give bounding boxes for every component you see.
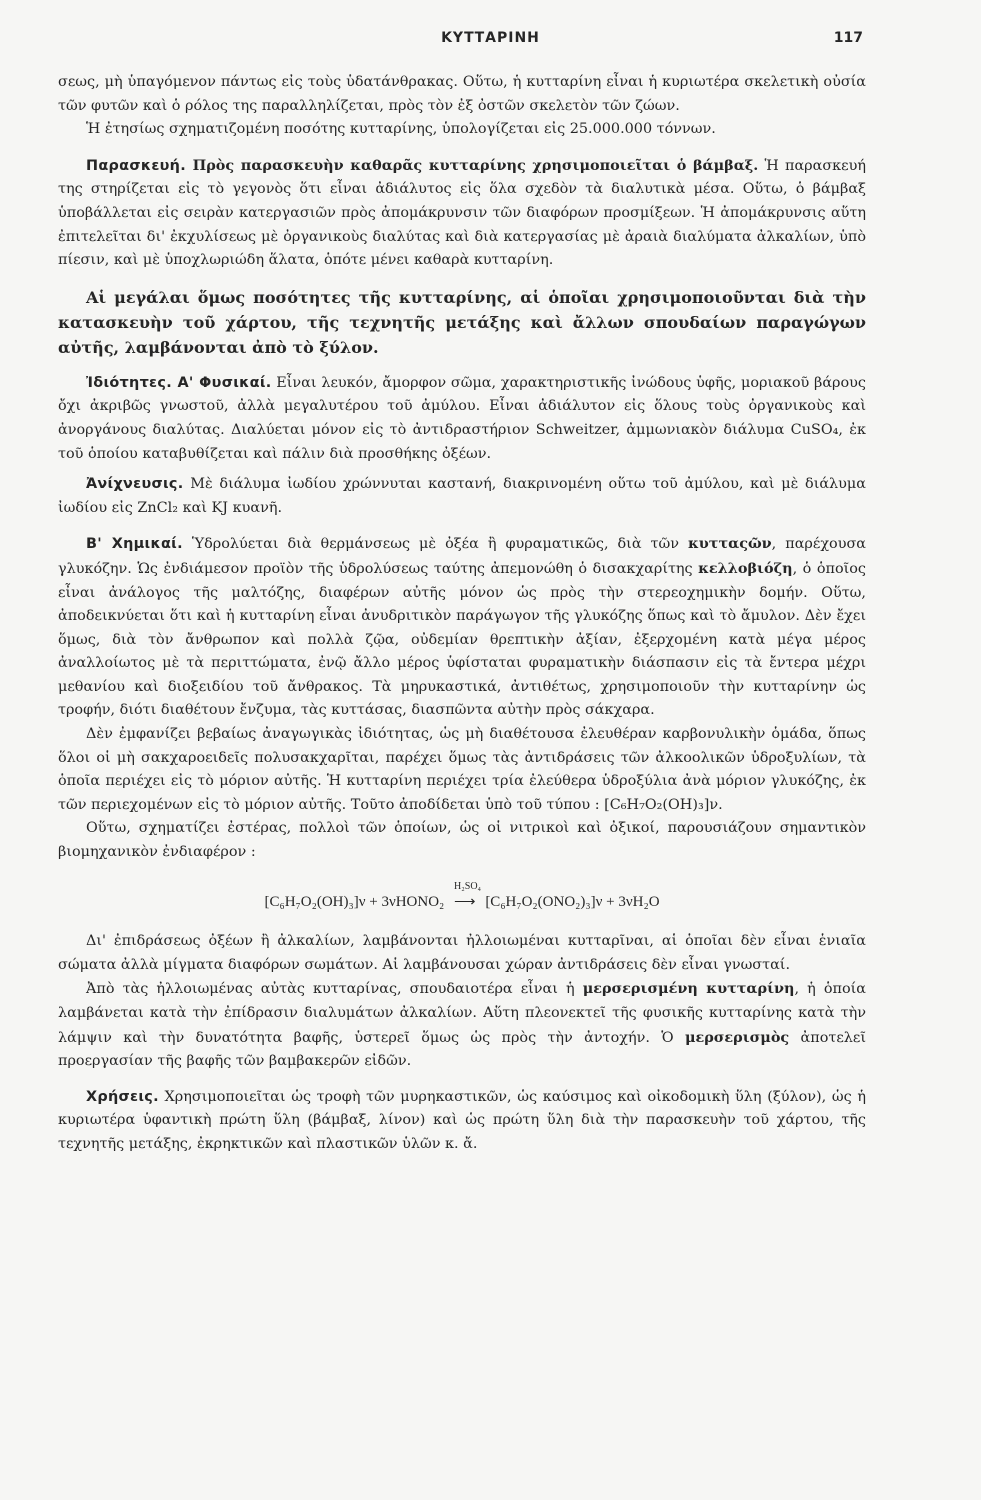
running-title: ΚΥΤΤΑΡΙΝΗ xyxy=(441,30,540,46)
term-cellulases: κυτταςῶν xyxy=(687,535,772,553)
heading-chemical-properties: Β' Χημικαί. xyxy=(86,536,183,553)
page-number: 117 xyxy=(833,30,863,46)
uses-text: Χρησιμοποιεῖται ὡς τροφὴ τῶν μυρηκαστικῶν, ὡς καύσιμος καὶ οἰκοδομικὴ ὕλη (ξύλον), ὡς ἡ κυριωτέρα ὑφαντικὴ πρώτη ὕλη (βάμβαξ, λίνον) καὶ ὡς πρώτη ὕλη διὰ τὴν παρασκευὴν τοῦ χάρτου, τῆς τεχνητῆς μετάξης, ἐκρηκτικῶν καὶ πλαστικῶν ὑλῶν κ. ἄ. xyxy=(58,1088,866,1152)
heading-preparation: Παρασκευή. xyxy=(86,157,186,174)
physical-properties-text: Εἶναι λευκόν, ἄμορφον σῶμα, χαρακτηριστικῆς ἰνώδους ὑφῆς, μοριακοῦ βάρους ὄχι ἀκριβῶς γνωστοῦ, ἀλλὰ μεγαλυτέρου τοῦ ἀμύλου. Εἶναι ἀδιάλυτον εἰς ὅλους τοὺς ὀργανικοὺς καὶ ἀνοργάνους διαλύτας. Διαλύεται μόνον εἰς τὸ ἀντιδραστήριον Schweitzer, ἀμμωνιακὸν διάλυμα CuSO₄, ἐκ τοῦ ὁποίου καταβυθίζεται καὶ πάλιν διὰ προσθήκης ὀξέων. xyxy=(58,374,866,462)
mercerized-text-c: , ἡ ὁποία λαμβάνεται κατὰ τὴν ἐπίδρασιν διαλυμάτων ἀλκαλίων. Αὕτη πλεονεκτεῖ τῆς φυσικῆς κυτταρίνης κατὰ τὴν λάμψιν καὶ τὴν δυνατότητα βαφῆς, ὑστερεῖ ὅμως ὡς πρὸς τὴν ἀντοχήν. Ὁ xyxy=(58,981,866,1046)
nitration-equation xyxy=(58,880,866,915)
term-mercerized-cellulose: μερσερισμένη κυτταρίνη xyxy=(582,980,795,998)
heading-uses: Χρήσεις. xyxy=(86,1088,159,1105)
reaction-arrow xyxy=(454,880,482,915)
chemical-text-a: Ὑδρολύεται διὰ θερμάνσεως μὲ ὀξέα ἢ φυραματικῶς, διὰ τῶν xyxy=(182,536,688,553)
preparation-text: Ἡ παρασκευή της στηρίζεται εἰς τὸ γεγονὸς ὅτι εἶναι ἀδιάλυτος εἰς ὅλα σχεδὸν τὰ διαλυτικὰ μέσα. Οὕτω, ὁ βάμβαξ ὑποβάλλεται εἰς σειρὰν κατεργασιῶν πρὸς ἀπομάκρυνσιν τῶν διαφόρων προσμίξεων. Ἡ ἀπομάκρυνσις αὕτη ἐπιτελεῖται δι' ἐκχυλίσεως μὲ ὀργανικοὺς διαλύτας καὶ διὰ κατεργασίας μὲ ἀραιὰ διαλύματα ἀλκαλίων, ὑπὸ πίεσιν, καὶ μὲ ὑποχλωριώδη ἅλατα, ὁπότε μένει καθαρὰ κυτταρίνη. xyxy=(58,157,866,269)
equation-products: [C₆H₇O₂(ONO₂)₃]ν + 3νH₂O xyxy=(485,893,660,910)
paragraph-annual-production: Ἡ ἐτησίως σχηματιζομένη ποσότης κυτταρίνης, ὑπολογίζεται εἰς 25.000.000 τόννων. xyxy=(86,121,716,138)
preparation-bold-text: Πρὸς παρασκευὴν καθαρᾶς κυτταρίνης χρησιμοποιεῖται ὁ βάμβαξ. xyxy=(186,156,759,174)
arrow-glyph: ⟶ xyxy=(454,893,476,910)
paragraph-uses xyxy=(58,1086,866,1157)
chemical-text-e: , ὁ ὁποῖος εἶναι ἀνάλογος τῆς μαλτόζης, διαφέρων αὐτῆς μόνον ὡς πρὸς τὴν στερεοχημικὴν δομήν. Οὕτω, ἀποδεικνύεται ὅτι καὶ ἡ κυτταρίνη εἶναι ἀνυδριτικὸν παράγωγον τῆς γλυκόζης ὅπως καὶ τὸ ἄμυλον. Δὲν ἔχει ὅμως, διὰ τὸν ἄνθρωπον καὶ πολλὰ ζῷα, οὐδεμίαν θρεπτικὴν ἀξίαν, ἐξερχομένη κατὰ μέγα μέρος ἀναλλοίωτος μὲ τὰ περιττώματα, ἐνῷ ἄλλο μέρος ὑφίσταται φυραματικὴν διάσπασιν εἰς τὰ ἔντερα μέχρι μεθανίου καὶ διοξειδίου τοῦ ἄνθρακος. Τὰ μηρυκαστικά, ἀντιθέτως, χρησιμοποιοῦν τὴν κυτταρίνην ὡς τροφήν, διότι διαθέτουν ἔνζυμα, τὰς κυττάσας, διασπῶντα αὐτὴν πρὸς σάκχαρα. xyxy=(58,560,866,719)
paragraph-continuation: σεως, μὴ ὑπαγόμενον πάντως εἰς τοὺς ὑδατάνθρακας. Οὕτω, ἡ κυτταρίνη εἶναι ἡ κυριωτέρα σκελετικὴ οὐσία τῶν φυτῶν καὶ ὁ ρόλος της παραλληλίζεται, πρὸς τὸν ἐξ ὀστῶν σκελετὸν τῶν ζώων. xyxy=(58,74,866,114)
paragraph-mercerized xyxy=(58,977,866,1073)
heading-physical-properties: Ἰδιότητες. Α' Φυσικαί. xyxy=(86,374,272,391)
paragraph-wood-source: Αἱ μεγάλαι ὅμως ποσότητες τῆς κυτταρίνης, αἱ ὁποῖαι χρησιμοποιοῦνται διὰ τὴν κατασκευὴν τοῦ χάρτου, τῆς τεχνητῆς μετάξης καὶ ἄλλων σπουδαίων παραγώγων αὐτῆς, λαμβάνονται ἀπὸ τὸ ξύλον. xyxy=(58,287,866,357)
page-body xyxy=(58,71,866,1157)
equation-reactants: [C₆H₇O₂(OH)₃]ν + 3νHONO₂ xyxy=(264,893,445,910)
catalyst-label: H₂SO₄ xyxy=(454,880,482,892)
term-cellobiose: κελλοβιόζη xyxy=(698,559,793,577)
paragraph-esters: Οὕτω, σχηματίζει ἐστέρας, πολλοὶ τῶν ὁποίων, ὡς οἱ νιτρικοὶ καὶ ὀξικοί, παρουσιάζουν σημαντικὸν βιομηχανικὸν ἐνδιαφέρον : xyxy=(58,820,866,861)
paragraph-chemical-properties xyxy=(58,532,866,723)
paragraph-preparation xyxy=(58,154,866,273)
chemical-text-c: , παρέχουσα γλυκόζην. Ὡς ἐνδιάμεσον προϊὸν τῆς ὑδρολύσεως ταύτης ἀπεμονώθη ὁ δισακχαρίτης xyxy=(58,536,866,577)
paragraph-physical-properties xyxy=(58,372,866,466)
term-mercerization: μερσερισμὸς xyxy=(684,1028,790,1046)
paragraph-detection xyxy=(58,473,866,520)
page-header xyxy=(0,30,981,54)
heading-detection: Ἀνίχνευσις. xyxy=(86,476,184,493)
detection-text: Μὲ διάλυμα ἰωδίου χρώννυται καστανή, διακρινομένη οὕτω τοῦ ἀμύλου, καὶ μὲ διάλυμα ἰωδίου εἰς ZnCl₂ καὶ KJ κυανῆ. xyxy=(58,476,866,516)
paragraph-altered-celluloses: Δι' ἐπιδράσεως ὀξέων ἢ ἀλκαλίων, λαμβάνονται ἠλλοιωμέναι κυτταρῖναι, αἱ ὁποῖαι δὲν εἶναι ἑνιαῖα σώματα ἀλλὰ μίγματα διαφόρων σωμάτων. Αἱ λαμβάνουσαι χώραν ἀντιδράσεις δὲν εἶναι γνωσταί. xyxy=(58,933,866,973)
paragraph-reducing-properties: Δὲν ἐμφανίζει βεβαίως ἀναγωγικὰς ἰδιότητας, ὡς μὴ διαθέτουσα ἐλευθέραν καρβονυλικὴν ὁμάδα, ὅπως ὅλοι οἱ μὴ σακχαροειδεῖς πολυσακχαρῖται, παρέχει ὅμως τὰς ἀντιδράσεις τῶν ἀλκοολικῶν ὑδροξυλίων, τὰ ὁποῖα περιέχει εἰς τὸ μόριον αὐτῆς. Ἡ κυτταρίνη περιέχει τρία ἐλεύθερα ὑδροξύλια ἀνὰ μόριον γλυκόζης, ἐκ τῶν περιεχομένων εἰς τὸ μόριον αὐτῆς. Τοῦτο ἀποδίδεται ὑπὸ τοῦ τύπου : [C₆H₇O₂(OH)₃]ν. xyxy=(58,726,866,813)
mercerized-text-e: ἀποτελεῖ προεργασίαν τῆς βαφῆς τῶν βαμβακερῶν εἰδῶν. xyxy=(58,1029,866,1070)
mercerized-text-a: Ἀπὸ τὰς ἠλλοιωμένας αὐτὰς κυτταρίνας, σπουδαιοτέρα εἶναι ἡ xyxy=(86,981,583,998)
